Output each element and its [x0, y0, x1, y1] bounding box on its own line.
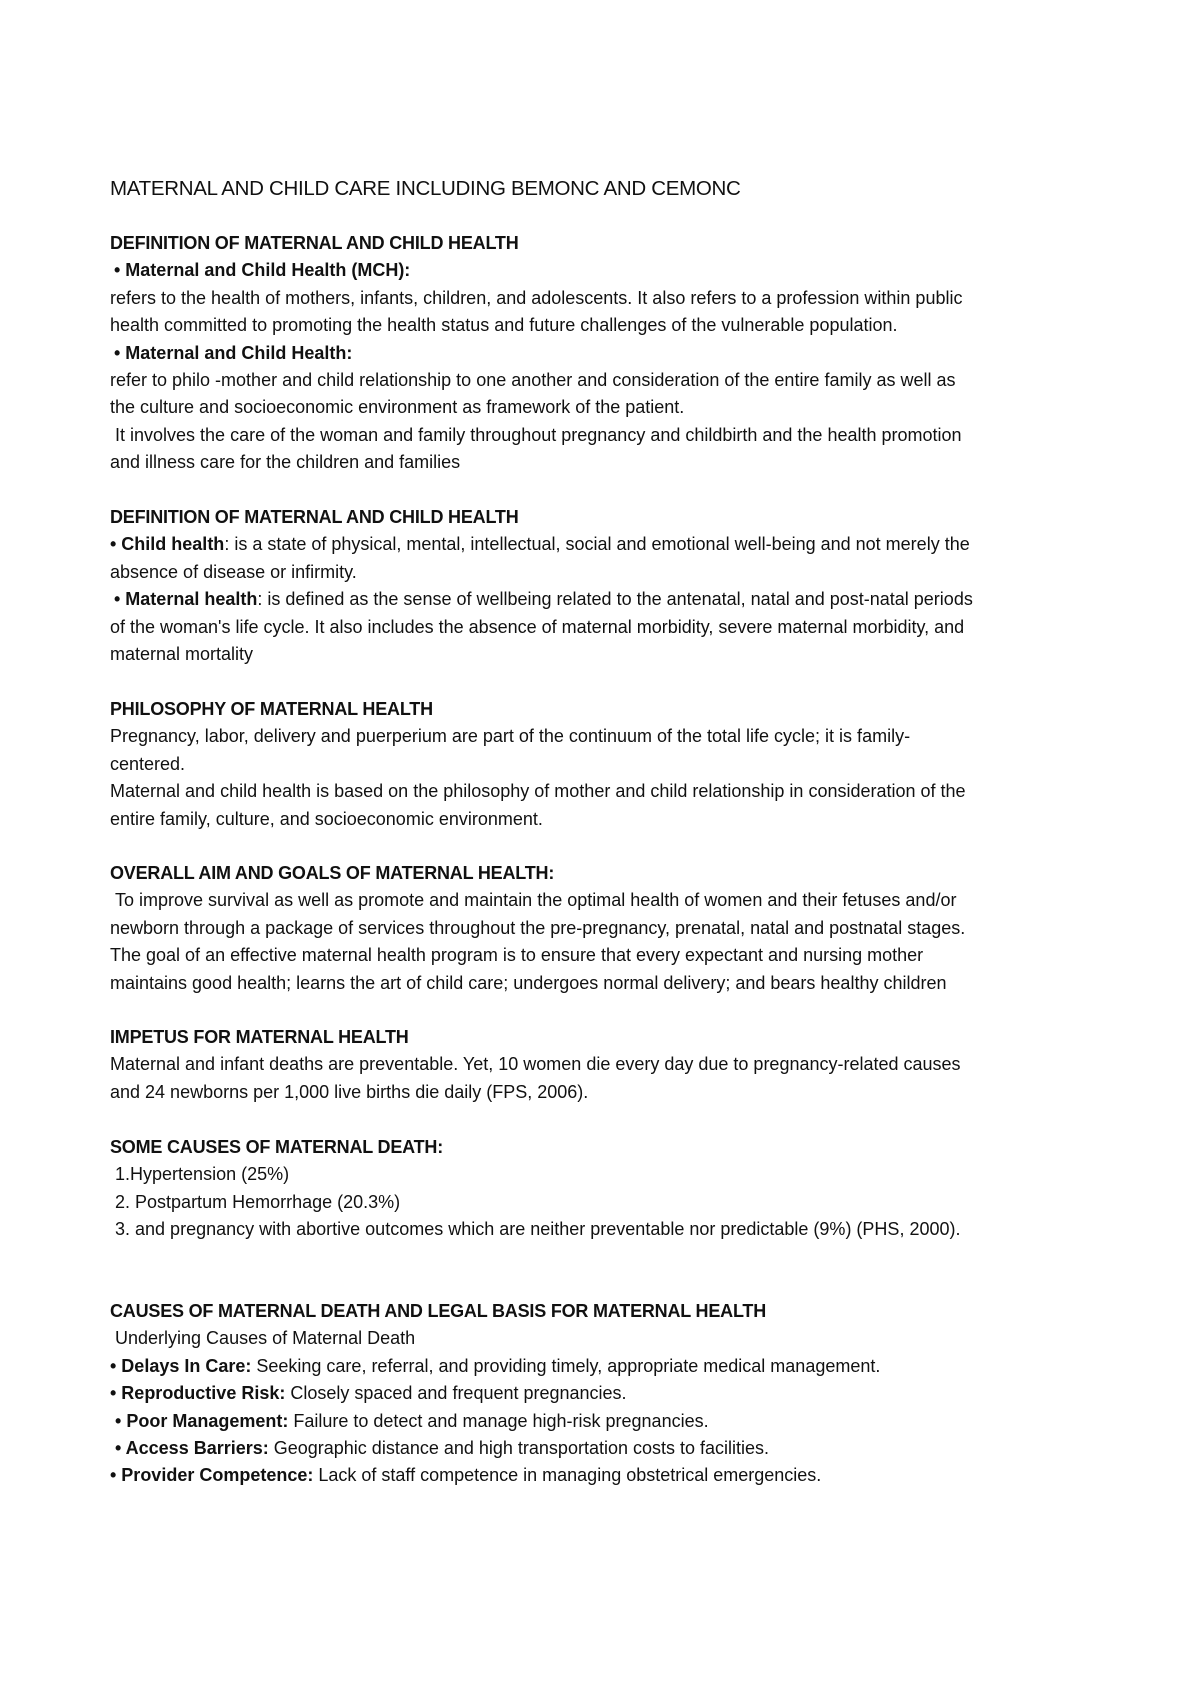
cause-text: Lack of staff competence in managing obstetrical emergencies.: [313, 1465, 822, 1486]
cause-label: • Reproductive Risk:: [110, 1383, 286, 1404]
paragraph-line: Maternal and infant deaths are preventable. Yet, 10 women die every day due to pregnancy-related causes: [110, 1054, 961, 1075]
section-heading: DEFINITION OF MATERNAL AND CHILD HEALTH: [110, 233, 519, 253]
cause-text: Seeking care, referral, and providing timely, appropriate medical management.: [251, 1355, 881, 1376]
list-item: [110, 1435, 1110, 1462]
paragraph-line: health committed to promoting the health status and future challenges of the vulnerable population.: [110, 315, 898, 336]
section-heading: DEFINITION OF MATERNAL AND CHILD HEALTH: [110, 507, 519, 527]
section-heading: IMPETUS FOR MATERNAL HEALTH: [110, 1027, 409, 1047]
list-item: [110, 1462, 1110, 1489]
list-item: 2. Postpartum Hemorrhage (20.3%): [110, 1191, 401, 1212]
list-item: [110, 1380, 1110, 1407]
paragraph-line: and 24 newborns per 1,000 live births die daily (FPS, 2006).: [110, 1081, 589, 1102]
list-item: [110, 1408, 1110, 1435]
list-item: 3. and pregnancy with abortive outcomes which are neither preventable nor predictable (9%) (PHS, 2000).: [110, 1219, 961, 1240]
paragraph-line: It involves the care of the woman and family throughout pregnancy and childbirth and the health promotion: [110, 424, 962, 445]
list-item: 1.Hypertension (25%): [110, 1164, 290, 1185]
maternal-health-label: • Maternal health: [114, 589, 258, 610]
paragraph-line: and illness care for the children and families: [110, 452, 461, 473]
section-heading: CAUSES OF MATERNAL DEATH AND LEGAL BASIS FOR MATERNAL HEALTH: [110, 1301, 766, 1321]
paragraph-line: Maternal and child health is based on the philosophy of mother and child relationship in consideration of the: [110, 781, 966, 802]
paragraph-line: the culture and socioeconomic environment as framework of the patient.: [110, 397, 685, 418]
paragraph-line: newborn through a package of services throughout the pre-pregnancy, prenatal, natal and postnatal stages.: [110, 917, 966, 938]
cause-text: Failure to detect and manage high-risk pregnancies.: [288, 1410, 709, 1431]
section-definition-2: [110, 504, 1110, 668]
bullet-mch-label-2: • Maternal and Child Health:: [114, 342, 353, 363]
cause-label: • Provider Competence:: [110, 1465, 314, 1486]
section-impetus: [110, 1024, 1110, 1106]
subheading: Underlying Causes of Maternal Death: [110, 1328, 416, 1349]
paragraph-line: Pregnancy, labor, delivery and puerperium are part of the continuum of the total life cycle; it is family-: [110, 726, 911, 747]
child-health-label: • Child health: [110, 534, 225, 555]
paragraph-line: refer to philo -mother and child relationship to one another and consideration of the entire family as well as: [110, 370, 956, 391]
paragraph-line: entire family, culture, and socioeconomic environment.: [110, 808, 543, 829]
list-item: [110, 1353, 1110, 1380]
paragraph-line: maternal mortality: [110, 644, 254, 665]
section-legal-basis: [110, 1298, 1110, 1490]
child-health-text: : is a state of physical, mental, intellectual, social and emotional well-being and not merely the: [224, 534, 970, 555]
child-health-line: [110, 531, 1110, 558]
paragraph-line: To improve survival as well as promote and maintain the optimal health of women and their fetuses and/or: [110, 890, 957, 911]
paragraph-line: centered.: [110, 753, 186, 774]
maternal-health-line: [110, 586, 1110, 613]
cause-text: Geographic distance and high transportation costs to facilities.: [268, 1438, 770, 1459]
document-title: MATERNAL AND CHILD CARE INCLUDING BEMONC AND CEMONC: [110, 177, 741, 200]
section-philosophy: [110, 696, 1110, 833]
cause-label: • Delays In Care:: [110, 1355, 252, 1376]
section-definition-1: [110, 230, 1110, 477]
paragraph-line: of the woman's life cycle. It also includes the absence of maternal morbidity, severe maternal morbidity, and: [110, 616, 965, 637]
section-heading: OVERALL AIM AND GOALS OF MATERNAL HEALTH:: [110, 863, 555, 883]
section-aims: [110, 860, 1110, 997]
maternal-health-text: : is defined as the sense of wellbeing related to the antenatal, natal and post-natal periods: [257, 589, 973, 610]
section-heading: SOME CAUSES OF MATERNAL DEATH:: [110, 1137, 444, 1157]
paragraph-line: refers to the health of mothers, infants, children, and adolescents. It also refers to a profession within public: [110, 287, 963, 308]
section-causes: [110, 1134, 1110, 1244]
cause-label: • Access Barriers:: [110, 1438, 269, 1459]
cause-label: • Poor Management:: [110, 1410, 289, 1431]
paragraph-line: The goal of an effective maternal health program is to ensure that every expectant and nursing mother: [110, 945, 924, 966]
paragraph-line: absence of disease or infirmity.: [110, 561, 357, 582]
bullet-mch-label: • Maternal and Child Health (MCH):: [114, 260, 411, 281]
section-heading: PHILOSOPHY OF MATERNAL HEALTH: [110, 699, 433, 719]
cause-text: Closely spaced and frequent pregnancies.: [285, 1383, 627, 1404]
paragraph-line: maintains good health; learns the art of child care; undergoes normal delivery; and bears healthy children: [110, 972, 947, 993]
